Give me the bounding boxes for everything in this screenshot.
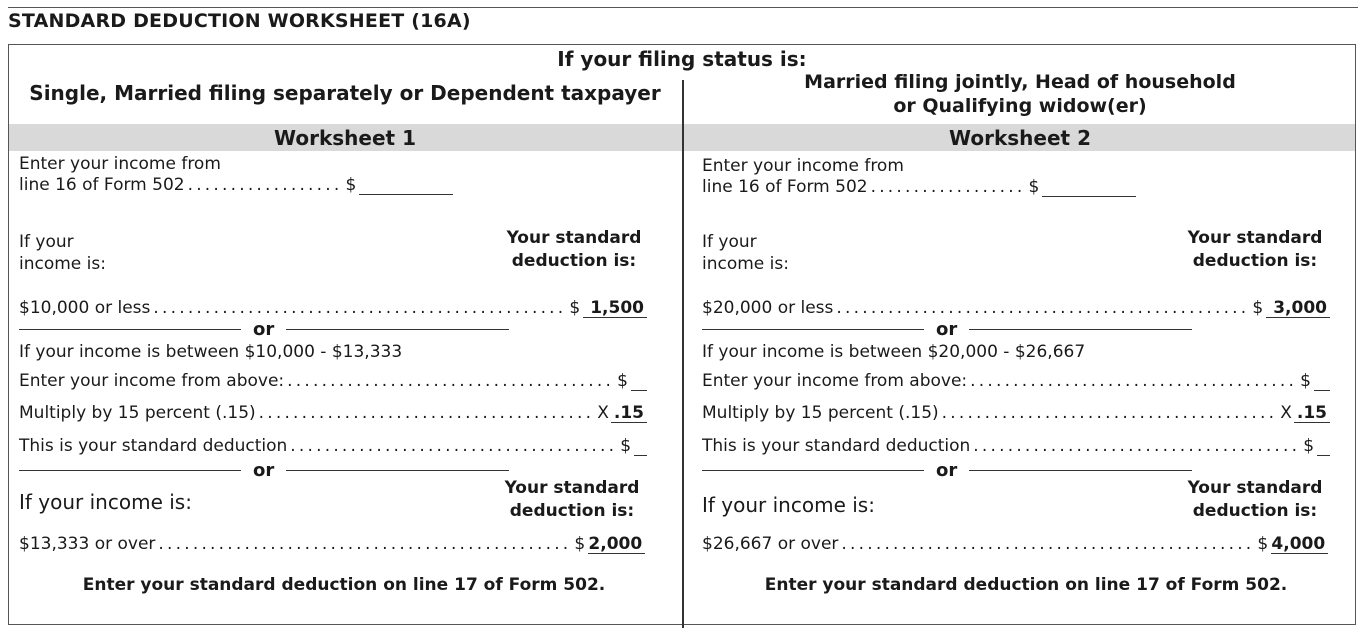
income-prompt-line2: line 16 of Form 502: [702, 177, 868, 197]
currency-symbol: $: [617, 371, 628, 391]
worksheet-2-heading: Worksheet 2: [949, 126, 1091, 150]
or-divider: [19, 320, 509, 338]
high-income-deduction-value: 4,000: [1271, 536, 1328, 554]
leader-dots: .......................................: [258, 403, 595, 423]
if-income-line1: If your: [702, 232, 757, 252]
low-income-row: [702, 298, 1330, 318]
standard-deduction-result-row: [19, 436, 647, 456]
multiply-symbol: X: [597, 403, 609, 423]
high-income-deduction-value: 2,000: [588, 536, 645, 554]
footer-instruction: Enter your standard deduction on line 17 of Form 502.: [764, 575, 1288, 595]
currency-symbol: $: [1257, 534, 1269, 554]
currency-symbol: $: [620, 436, 632, 456]
standard-deduction-heading: [497, 477, 647, 523]
currency-symbol: $: [1300, 371, 1311, 391]
if-income-full-label: If your income is:: [19, 490, 192, 514]
currency-symbol: $: [1303, 436, 1315, 456]
standard-heading-line1: Your standard: [1187, 478, 1323, 498]
leader-dots: ................................................: [841, 534, 1255, 554]
standard-heading-line2: deduction is:: [1192, 501, 1318, 521]
top-rule: [8, 7, 1358, 8]
result-label: This is your standard deduction: [19, 436, 288, 456]
if-income-full-label: If your income is:: [702, 493, 875, 517]
filing-status-column-2-line1: Married filing jointly, Head of household: [804, 71, 1236, 93]
worksheet-title: STANDARD DEDUCTION WORKSHEET (16A): [8, 10, 471, 32]
multiply-row: [702, 403, 1330, 423]
income-prompt-line1: Enter your income from: [702, 156, 904, 176]
multiply-symbol: X: [1280, 403, 1292, 423]
standard-deduction-heading: [499, 227, 649, 273]
leader-dots: ................................................: [153, 298, 567, 318]
income-entry-row: [702, 177, 1136, 197]
filing-status-column-2: [684, 70, 1356, 118]
leader-dots: .......................................: [941, 403, 1278, 423]
leader-dots: ......................................: [287, 371, 615, 391]
currency-symbol: $: [569, 298, 581, 318]
or-divider: [19, 461, 509, 479]
high-income-label: $13,333 or over: [19, 534, 156, 554]
filing-status-column-2-line2: or Qualifying widow(er): [893, 95, 1147, 117]
filing-status-prompt: If your filing status is:: [557, 47, 807, 71]
or-label: or: [253, 460, 275, 481]
standard-heading-line1: Your standard: [506, 228, 642, 248]
multiply-row: [19, 403, 647, 423]
currency-symbol: $: [345, 175, 357, 195]
enter-income-input-blank[interactable]: [631, 373, 647, 391]
or-label: or: [936, 460, 958, 481]
leader-dots: ................................................: [836, 298, 1250, 318]
standard-heading-line1: Your standard: [504, 478, 640, 498]
footer-instruction: Enter your standard deduction on line 17 of Form 502.: [82, 575, 606, 595]
multiply-rate-value: .15: [611, 405, 647, 423]
standard-deduction-heading: [1180, 477, 1330, 523]
or-label: or: [936, 319, 958, 340]
leader-dots: ..................: [870, 177, 1026, 197]
if-income-line1: If your: [19, 232, 74, 252]
standard-deduction-heading: [1180, 227, 1330, 273]
result-input-blank[interactable]: [1317, 438, 1330, 456]
or-divider: [702, 461, 1192, 479]
if-income-label: [702, 231, 789, 275]
result-input-blank[interactable]: [634, 438, 647, 456]
currency-symbol: $: [574, 534, 586, 554]
low-income-deduction-value: 3,000: [1266, 300, 1330, 318]
multiply-rate-value: .15: [1294, 405, 1330, 423]
income-input-blank[interactable]: [359, 177, 453, 195]
between-income-text: If your income is between $20,000 - $26,667: [702, 342, 1086, 362]
low-income-label: $10,000 or less: [19, 298, 151, 318]
leader-dots: ......................................: [973, 436, 1301, 456]
between-income-text: If your income is between $10,000 - $13,333: [19, 342, 403, 362]
if-income-line2: income is:: [702, 254, 789, 274]
if-income-label: [19, 231, 106, 275]
enter-income-label: Enter your income from above:: [702, 371, 968, 391]
worksheet-1-heading: Worksheet 1: [274, 126, 416, 150]
income-prompt-line2: line 16 of Form 502: [19, 175, 185, 195]
multiply-label: Multiply by 15 percent (.15): [702, 403, 939, 423]
low-income-row: [19, 298, 647, 318]
low-income-label: $20,000 or less: [702, 298, 834, 318]
income-input-blank[interactable]: [1042, 179, 1136, 197]
currency-symbol: $: [1028, 177, 1040, 197]
high-income-row: [702, 534, 1328, 554]
standard-heading-line1: Your standard: [1187, 228, 1323, 248]
enter-income-row: [19, 371, 647, 391]
leader-dots: ......................................: [970, 371, 1298, 391]
standard-heading-line2: deduction is:: [1192, 251, 1318, 271]
enter-income-row: [702, 371, 1330, 391]
currency-symbol: $: [1252, 298, 1264, 318]
high-income-row: [19, 534, 645, 554]
or-divider: [702, 320, 1192, 338]
high-income-label: $26,667 or over: [702, 534, 839, 554]
leader-dots: ................................................: [158, 534, 572, 554]
or-label: or: [253, 319, 275, 340]
leader-dots: ..................: [187, 175, 343, 195]
if-income-line2: income is:: [19, 254, 106, 274]
multiply-label: Multiply by 15 percent (.15): [19, 403, 256, 423]
filing-status-column-1: Single, Married filing separately or Dependent taxpayer: [29, 81, 661, 105]
enter-income-input-blank[interactable]: [1314, 373, 1330, 391]
result-label: This is your standard deduction: [702, 436, 971, 456]
standard-deduction-result-row: [702, 436, 1330, 456]
standard-heading-line2: deduction is:: [509, 501, 635, 521]
column-divider: [682, 80, 684, 628]
enter-income-label: Enter your income from above:: [19, 371, 285, 391]
standard-heading-line2: deduction is:: [511, 251, 637, 271]
income-entry-row: [19, 175, 453, 195]
leader-dots: ......................................: [290, 436, 618, 456]
low-income-deduction-value: 1,500: [583, 300, 647, 318]
income-prompt-line1: Enter your income from: [19, 154, 221, 174]
